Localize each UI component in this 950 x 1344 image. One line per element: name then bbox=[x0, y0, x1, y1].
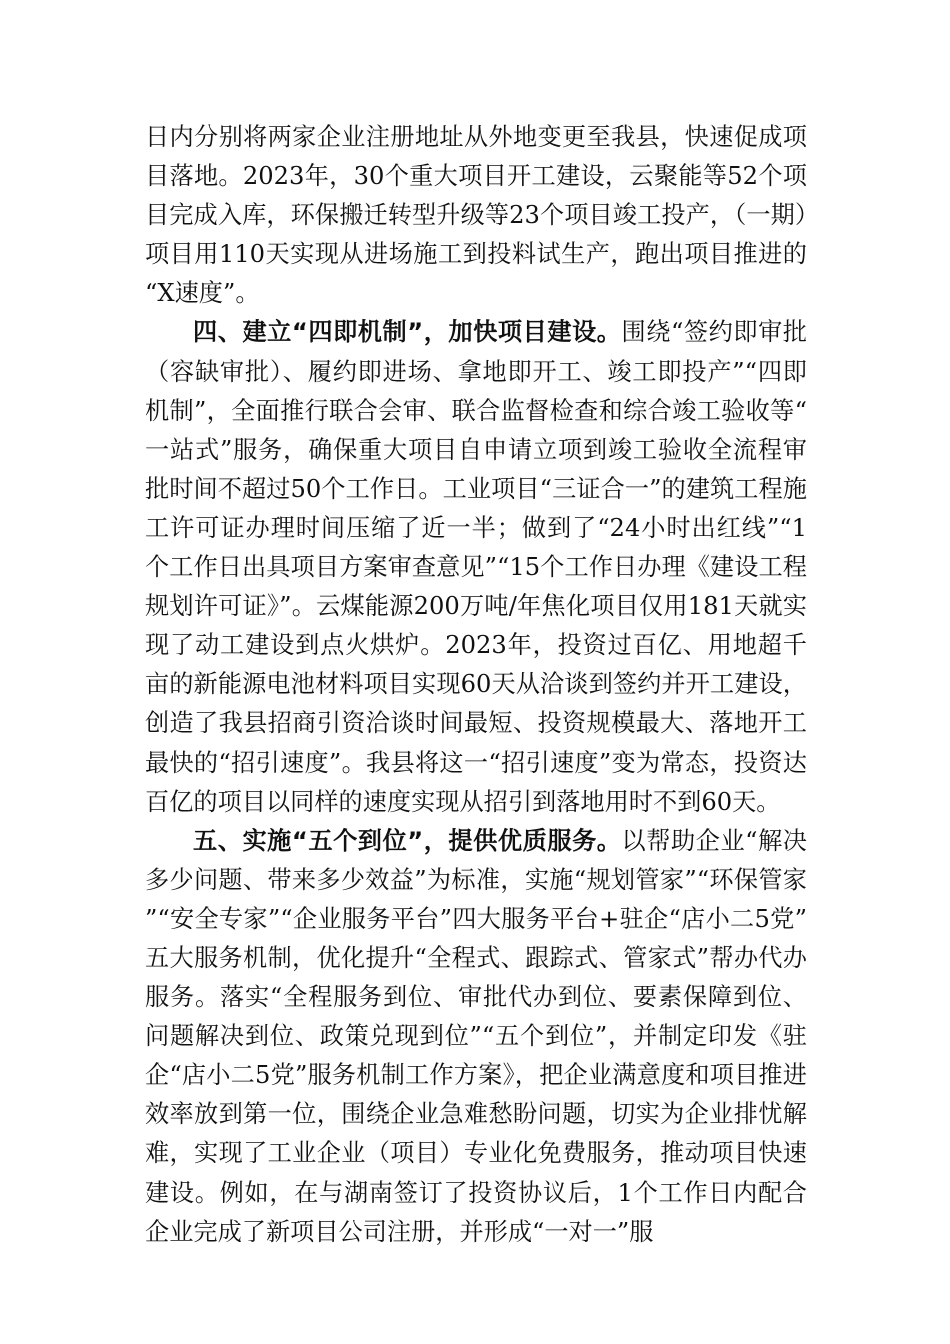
paragraph-3 bbox=[145, 822, 807, 1252]
paragraph-2-heading: 四、建立“四即机制”，加快项目建设。 bbox=[193, 318, 622, 347]
paragraph-1-text: 日内分别将两家企业注册地址从外地变更至我县，快速促成项目落地。2023年，30个重大项目开工建设，云聚能等52个项目完成入库，环保搬迁转型升级等23个项目竣工投产，（一期）项目用110天实现从进场施工到投料试生产，跑出项目推进的“X速度”。 bbox=[145, 123, 807, 308]
document-page bbox=[145, 118, 807, 1252]
paragraph-3-text: 以帮助企业“解决多少问题、带来多少效益”为标准，实施“规划管家”“环保管家”“安全专家”“企业服务平台”四大服务平台+驻企“店小二5党”五大服务机制，优化提升“全程式、跟踪式、管家式”帮办代办服务。落实“全程服务到位、审批代办到位、要素保障到位、问题解决到位、政策兑现到位”“五个到位”，并制定印发《驻企“店小二5党”服务机制工作方案》，把企业满意度和项目推进效率放到第一位，围绕企业急难愁盼问题，切实为企业排忧解难，实现了工业企业（项目）专业化免费服务，推动项目快速建设。例如，在与湖南签订了投资协议后，1个工作日内配合企业完成了新项目公司注册，并形成“一对一”服 bbox=[145, 826, 807, 1246]
paragraph-2 bbox=[145, 313, 807, 821]
paragraph-1 bbox=[145, 118, 807, 313]
paragraph-3-heading: 五、实施“五个到位”，提供优质服务。 bbox=[193, 826, 622, 855]
paragraph-2-text: 围绕“签约即审批（容缺审批）、履约即进场、拿地即开工、竣工即投产”“四即机制”，全面推行联合会审、联合监督检查和综合竣工验收等“一站式”服务，确保重大项目自申请立项到竣工验收全流程审批时间不超过50个工作日。工业项目“三证合一”的建筑工程施工许可证办理时间压缩了近一半；做到了“24小时出红线”“1个工作日出具项目方案审查意见”“15个工作日办理《建设工程规划许可证》”。云煤能源200万吨/年焦化项目仅用181天就实现了动工建设到点火烘炉。2023年，投资过百亿、用地超千亩的新能源电池材料项目实现60天从洽谈到签约并开工建设，创造了我县招商引资洽谈时间最短、投资规模最大、落地开工最快的“招引速度”。我县将这一“招引速度”变为常态，投资达百亿的项目以同样的速度实现从招引到落地用时不到60天。 bbox=[145, 318, 807, 816]
